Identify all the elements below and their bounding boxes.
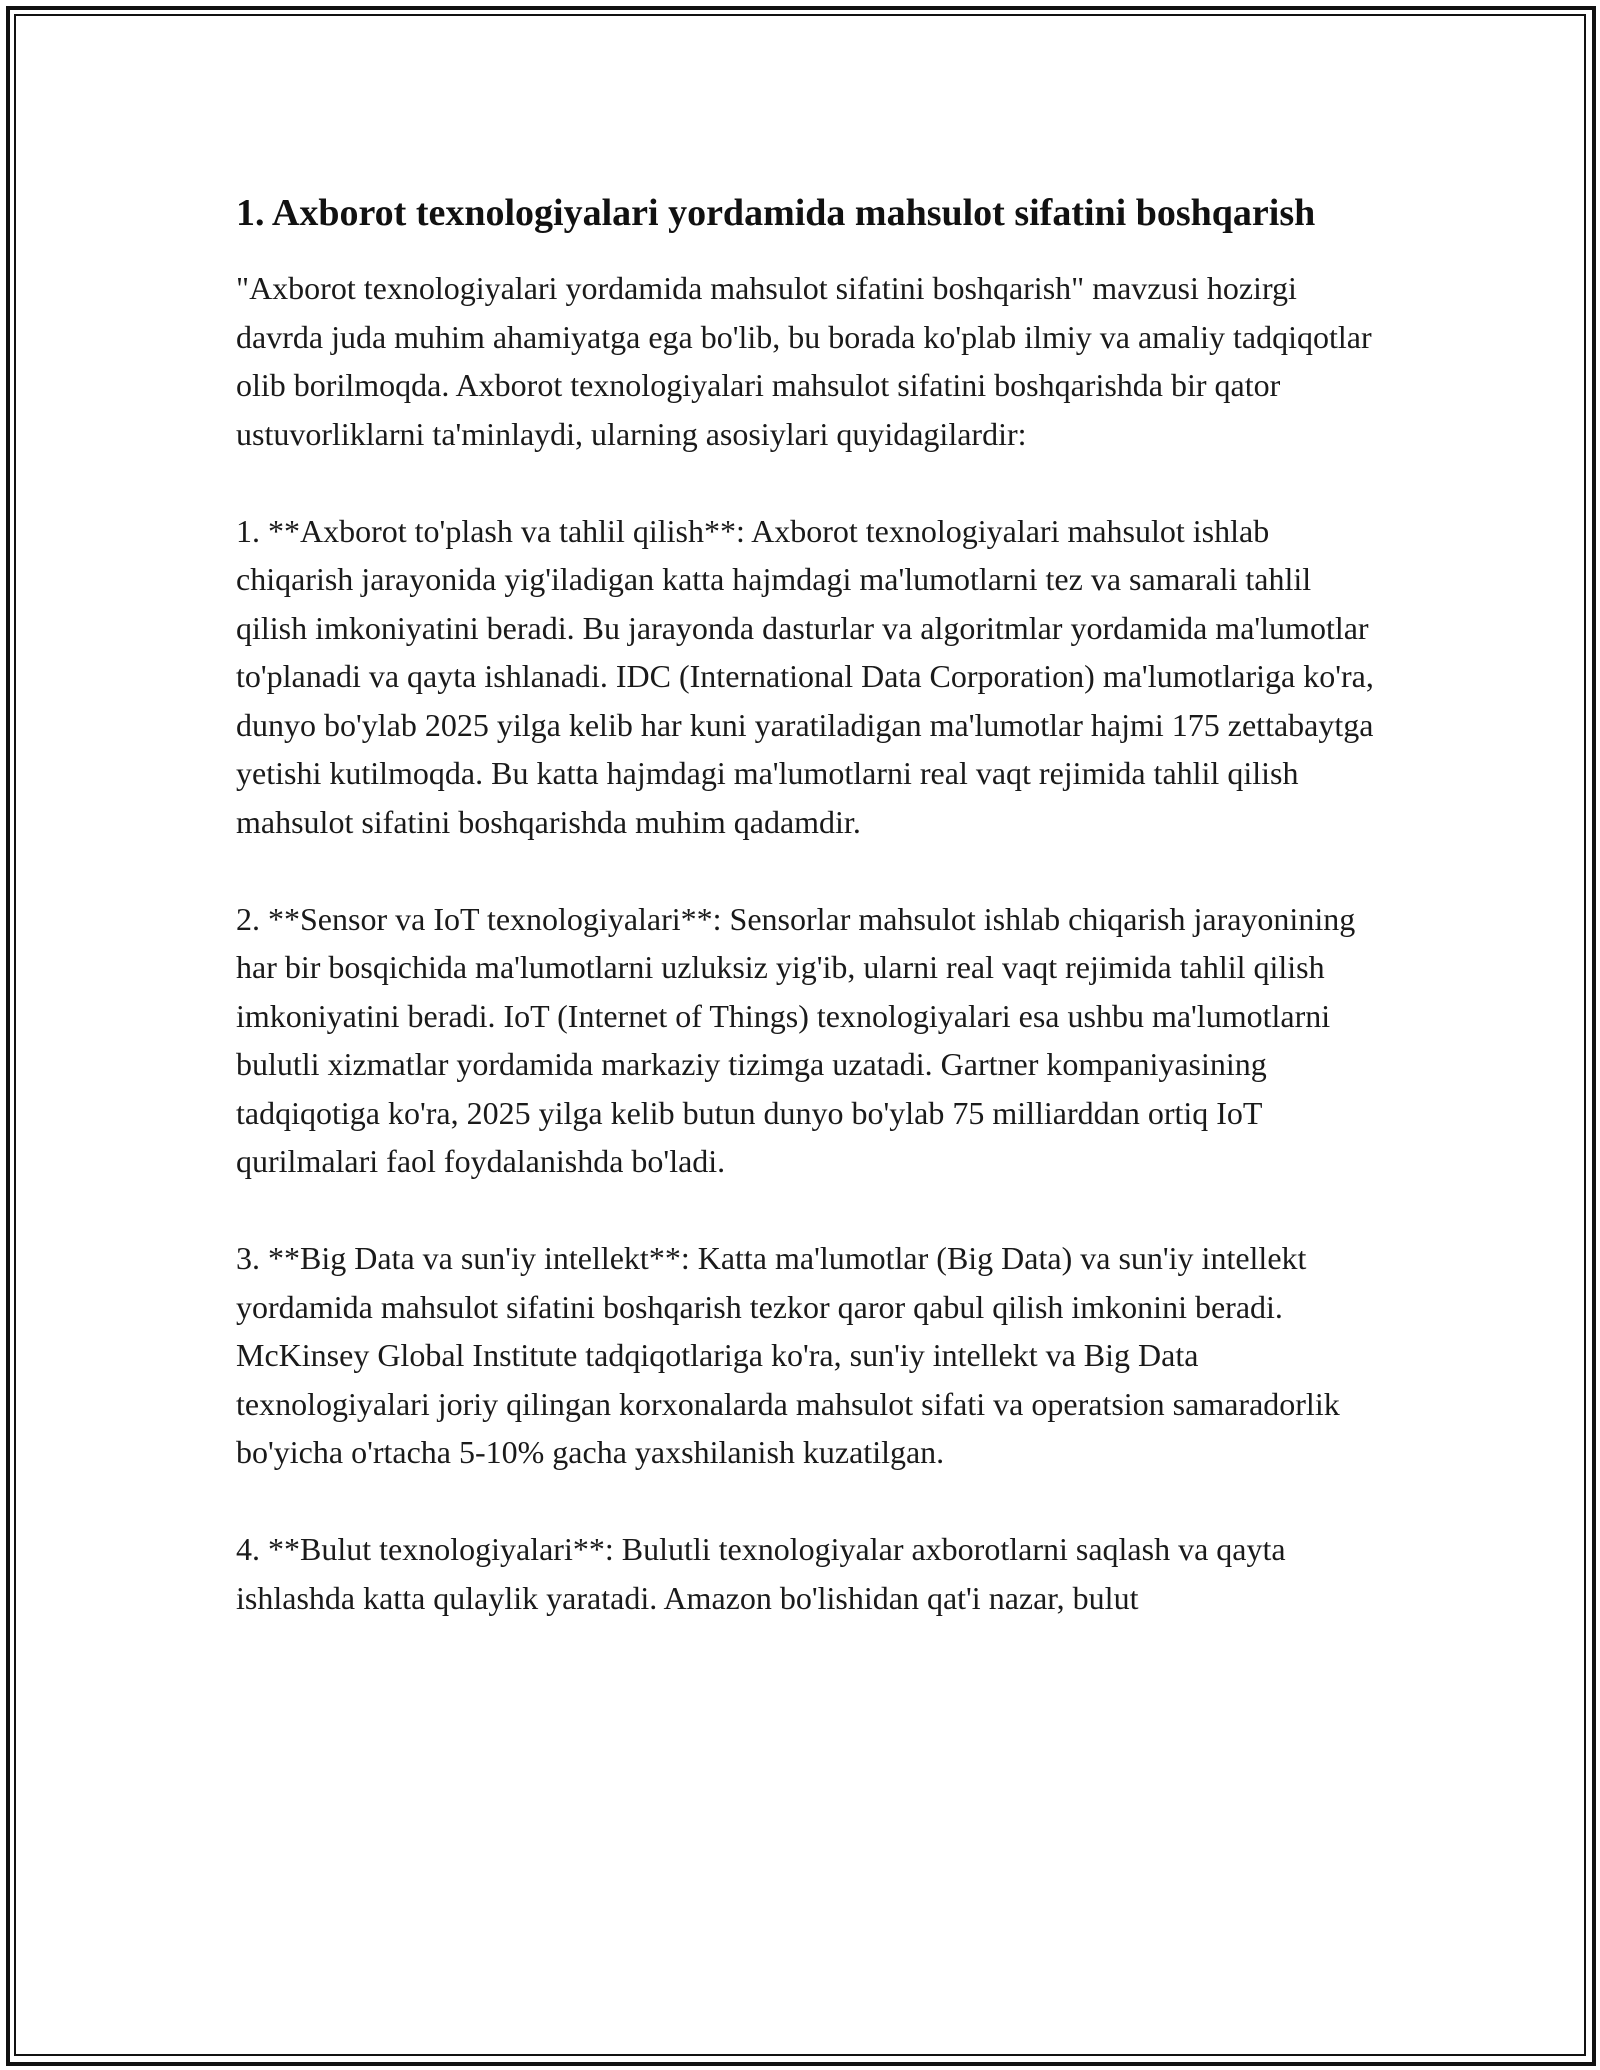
paragraph-big-data: 3. **Big Data va sun'iy intellekt**: Katta ma'lumotlar (Big Data) va sun'iy intellekt yordamida mahsulot sifatini boshqarish tezkor qaror qabul qilish imkonini beradi. McKinsey Global Institute tadqiqotlariga ko'ra, sun'iy intellekt va Big Data texnologiyalari joriy qilingan korxonalarda mahsulot sifati va operatsion samaradorlik bo'yicha o'rtacha 5-10% gacha yaxshilanish kuzatilgan. — [236, 1240, 1340, 1470]
section-heading: 1. Axborot texnologiyalari yordamida mahsulot sifatini boshqarish — [236, 192, 1316, 234]
paragraph-bulut: 4. **Bulut texnologiyalari**: Bulutli texnologiyalar axborotlarni saqlash va qayta ishlashda katta qulaylik yaratadi. Amazon bo'lishidan qat'i nazar, bulut — [236, 1531, 1286, 1616]
document-body — [236, 186, 1376, 1671]
paragraph-axborot-toplash: 1. **Axborot to'plash va tahlil qilish**: Axborot texnologiyalari mahsulot ishlab chiqarish jarayonida yig'iladigan katta hajmdagi ma'lumotlarni tez va samarali tahlil qilish imkoniyatini beradi. Bu jarayonda dasturlar va algoritmlar yordamida ma'lumotlar to'planadi va qayta ishlanadi. IDC (International Data Corporation) ma'lumotlariga ko'ra, dunyo bo'ylab 2025 yilga kelib har kuni yaratiladigan ma'lumotlar hajmi 175 zettabaytga yetishi kutilmoqda. Bu katta hajmdagi ma'lumotlarni real vaqt rejimida tahlil qilish mahsulot sifatini boshqarishda muhim qadamdir. — [236, 512, 1374, 840]
intro-paragraph: "Axborot texnologiyalari yordamida mahsulot sifatini boshqarish" mavzusi hozirgi davrda juda muhim ahamiyatga ega bo'lib, bu borada ko'plab ilmiy va amaliy tadqiqotlar olib borilmoqda. Axborot texnologiyalari mahsulot sifatini boshqarishda bir qator ustuvorliklarni ta'minlaydi, ularning asosiylari quyidagilardir: — [236, 270, 1372, 452]
paragraph-sensor-iot: 2. **Sensor va IoT texnologiyalari**: Sensorlar mahsulot ishlab chiqarish jarayonining har bir bosqichida ma'lumotlarni uzluksiz yig'ib, ularni real vaqt rejimida tahlil qilish imkoniyatini beradi. IoT (Internet of Things) texnologiyalari esa ushbu ma'lumotlarni bulutli xizmatlar yordamida markaziy tizimga uzatadi. Gartner kompaniyasining tadqiqotiga ko'ra, 2025 yilga kelib butun dunyo bo'ylab 75 milliarddan ortiq IoT qurilmalari faol foydalanishda bo'ladi. — [236, 900, 1356, 1179]
